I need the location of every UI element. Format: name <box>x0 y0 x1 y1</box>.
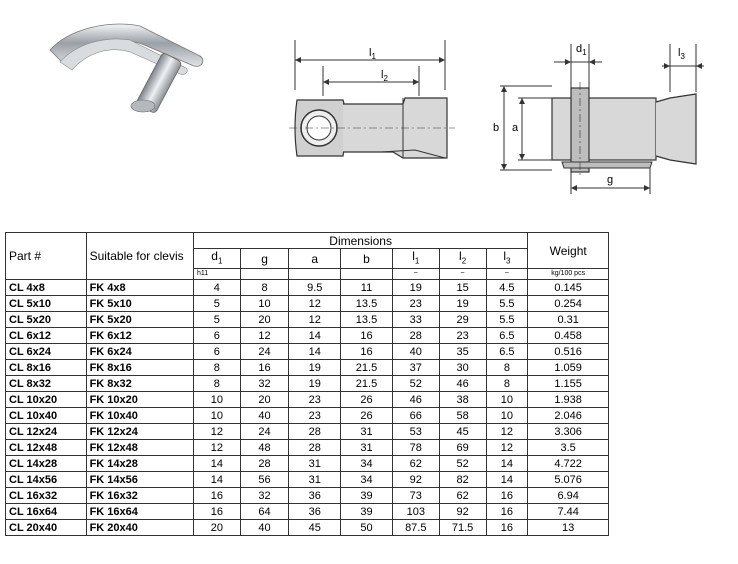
svg-text:a: a <box>512 122 519 134</box>
b-cell: 21.5 <box>341 376 393 392</box>
weight-cell: 3.5 <box>528 440 609 456</box>
l2-cell: 46 <box>439 376 486 392</box>
part-cell: CL 8x32 <box>6 376 87 392</box>
d1-cell: 16 <box>193 488 240 504</box>
d1-cell: 12 <box>193 440 240 456</box>
l2-cell: 62 <box>439 488 486 504</box>
d1-cell: 6 <box>193 328 240 344</box>
l3-cell: 6.5 <box>486 328 528 344</box>
part-cell: CL 14x28 <box>6 456 87 472</box>
a-cell: 19 <box>289 360 341 376</box>
l2-cell: 45 <box>439 424 486 440</box>
part-cell: CL 20x40 <box>6 520 87 536</box>
clevis-cell: FK 16x64 <box>86 504 193 520</box>
l3-cell: 16 <box>486 488 528 504</box>
l2-cell: 71.5 <box>439 520 486 536</box>
clevis-cell: FK 4x8 <box>86 280 193 296</box>
l1-cell: 40 <box>392 344 439 360</box>
l1-cell: 23 <box>392 296 439 312</box>
col-header-d1: $d_1$ <box>193 249 240 269</box>
g-cell: 28 <box>240 456 289 472</box>
table-row <box>6 296 609 312</box>
g-cell: 40 <box>240 520 289 536</box>
b-cell: 34 <box>341 472 393 488</box>
clevis-cell: FK 12x24 <box>86 424 193 440</box>
part-cell: CL 10x20 <box>6 392 87 408</box>
col-header-l2: $l_2$ <box>439 249 486 269</box>
clevis-cell: FK 10x40 <box>86 408 193 424</box>
col-header-weight: Weight <box>528 233 609 269</box>
g-cell: 20 <box>240 392 289 408</box>
d1-cell: 8 <box>193 360 240 376</box>
note-g <box>240 269 289 280</box>
weight-cell: 4.722 <box>528 456 609 472</box>
part-cell: CL 5x10 <box>6 296 87 312</box>
weight-unit: kg/100 pcs <box>528 269 609 280</box>
l3-cell: 6.5 <box>486 344 528 360</box>
d1-cell: 10 <box>193 408 240 424</box>
l1-cell: 53 <box>392 424 439 440</box>
d1-cell: 6 <box>193 344 240 360</box>
a-cell: 36 <box>289 504 341 520</box>
clevis-cell: FK 14x56 <box>86 472 193 488</box>
l3-cell: 10 <box>486 392 528 408</box>
l2-cell: 23 <box>439 328 486 344</box>
svg-text:b: b <box>493 122 500 134</box>
table-row <box>6 488 609 504</box>
weight-cell: 5.076 <box>528 472 609 488</box>
note-b <box>341 269 393 280</box>
l2-cell: 82 <box>439 472 486 488</box>
b-cell: 39 <box>341 504 393 520</box>
a-cell: 12 <box>289 296 341 312</box>
weight-cell: 0.458 <box>528 328 609 344</box>
g-cell: 24 <box>240 344 289 360</box>
col-header-l3: $l_3$ <box>486 249 528 269</box>
col-header-dimensions: Dimensions <box>193 233 527 249</box>
weight-cell: 0.516 <box>528 344 609 360</box>
svg-text:l3: $l_3$ <box>678 47 685 61</box>
a-cell: 9.5 <box>289 280 341 296</box>
a-cell: 23 <box>289 392 341 408</box>
table-row <box>6 392 609 408</box>
l1-cell: 87.5 <box>392 520 439 536</box>
note-l1: ~ <box>392 269 439 280</box>
col-header-l1: $l_1$ <box>392 249 439 269</box>
b-cell: 39 <box>341 488 393 504</box>
svg-text:l2: $l_2$ <box>381 69 388 83</box>
l3-cell: 10 <box>486 408 528 424</box>
part-cell: CL 5x20 <box>6 312 87 328</box>
weight-cell: 0.31 <box>528 312 609 328</box>
weight-cell: 13 <box>528 520 609 536</box>
l2-cell: 15 <box>439 280 486 296</box>
clevis-cell: FK 12x48 <box>86 440 193 456</box>
a-cell: 12 <box>289 312 341 328</box>
g-cell: 12 <box>240 328 289 344</box>
l3-cell: 14 <box>486 456 528 472</box>
b-cell: 21.5 <box>341 360 393 376</box>
l3-cell: 12 <box>486 440 528 456</box>
g-cell: 32 <box>240 488 289 504</box>
l2-cell: 38 <box>439 392 486 408</box>
part-cell: CL 10x40 <box>6 408 87 424</box>
d1-cell: 10 <box>193 392 240 408</box>
a-cell: 19 <box>289 376 341 392</box>
table-row <box>6 472 609 488</box>
a-cell: 45 <box>289 520 341 536</box>
weight-cell: 0.254 <box>528 296 609 312</box>
part-cell: CL 14x56 <box>6 472 87 488</box>
l1-cell: 52 <box>392 376 439 392</box>
d1-cell: 16 <box>193 504 240 520</box>
d1-cell: 14 <box>193 472 240 488</box>
l3-cell: 8 <box>486 360 528 376</box>
d1-cell: 5 <box>193 312 240 328</box>
a-cell: 14 <box>289 328 341 344</box>
part-cell: CL 4x8 <box>6 280 87 296</box>
part-cell: CL 12x48 <box>6 440 87 456</box>
b-cell: 26 <box>341 408 393 424</box>
l2-cell: 52 <box>439 456 486 472</box>
table-row <box>6 344 609 360</box>
l1-cell: 37 <box>392 360 439 376</box>
g-cell: 48 <box>240 440 289 456</box>
b-cell: 34 <box>341 456 393 472</box>
d1-cell: 14 <box>193 456 240 472</box>
l2-cell: 30 <box>439 360 486 376</box>
l1-cell: 62 <box>392 456 439 472</box>
b-cell: 16 <box>341 344 393 360</box>
l1-cell: 28 <box>392 328 439 344</box>
col-header-b: b <box>341 249 393 269</box>
l1-cell: 66 <box>392 408 439 424</box>
b-cell: 11 <box>341 280 393 296</box>
weight-cell: 7.44 <box>528 504 609 520</box>
clevis-cell: FK 6x24 <box>86 344 193 360</box>
g-cell: 64 <box>240 504 289 520</box>
weight-cell: 0.145 <box>528 280 609 296</box>
clevis-pin-photo <box>30 18 220 118</box>
svg-text:g: g <box>607 174 614 186</box>
dimensions-table <box>5 232 609 536</box>
clevis-cell: FK 5x10 <box>86 296 193 312</box>
g-cell: 40 <box>240 408 289 424</box>
table-row <box>6 360 609 376</box>
clevis-cell: FK 10x20 <box>86 392 193 408</box>
weight-cell: 3.306 <box>528 424 609 440</box>
b-cell: 26 <box>341 392 393 408</box>
table-row <box>6 408 609 424</box>
note-l2: ~ <box>439 269 486 280</box>
g-cell: 20 <box>240 312 289 328</box>
l2-cell: 92 <box>439 504 486 520</box>
part-cell: CL 16x32 <box>6 488 87 504</box>
note-l3: ~ <box>486 269 528 280</box>
l3-cell: 16 <box>486 520 528 536</box>
d1-cell: 5 <box>193 296 240 312</box>
l2-cell: 69 <box>439 440 486 456</box>
l2-cell: 35 <box>439 344 486 360</box>
table-row <box>6 504 609 520</box>
note-d1: h11 <box>193 269 240 280</box>
a-cell: 31 <box>289 472 341 488</box>
table-row <box>6 424 609 440</box>
col-header-suitable: Suitable for clevis <box>86 233 193 280</box>
b-cell: 31 <box>341 424 393 440</box>
d1-cell: 20 <box>193 520 240 536</box>
g-cell: 56 <box>240 472 289 488</box>
svg-text:d1: $d_1$ <box>576 43 587 57</box>
side-view-drawing <box>285 38 465 188</box>
g-cell: 32 <box>240 376 289 392</box>
weight-cell: 1.059 <box>528 360 609 376</box>
table-row <box>6 440 609 456</box>
clevis-cell: FK 5x20 <box>86 312 193 328</box>
b-cell: 16 <box>341 328 393 344</box>
g-cell: 16 <box>240 360 289 376</box>
l1-cell: 46 <box>392 392 439 408</box>
a-cell: 31 <box>289 456 341 472</box>
clevis-cell: FK 14x28 <box>86 456 193 472</box>
table-row <box>6 280 609 296</box>
part-cell: CL 6x12 <box>6 328 87 344</box>
l3-cell: 16 <box>486 504 528 520</box>
front-view-drawing <box>492 38 707 203</box>
g-cell: 24 <box>240 424 289 440</box>
part-cell: CL 6x24 <box>6 344 87 360</box>
l1-cell: 33 <box>392 312 439 328</box>
clevis-cell: FK 8x32 <box>86 376 193 392</box>
b-cell: 13.5 <box>341 312 393 328</box>
a-cell: 36 <box>289 488 341 504</box>
g-cell: 8 <box>240 280 289 296</box>
table-row <box>6 456 609 472</box>
clevis-cell: FK 16x32 <box>86 488 193 504</box>
part-cell: CL 8x16 <box>6 360 87 376</box>
d1-cell: 4 <box>193 280 240 296</box>
weight-cell: 1.155 <box>528 376 609 392</box>
a-cell: 28 <box>289 424 341 440</box>
g-cell: 10 <box>240 296 289 312</box>
part-cell: CL 12x24 <box>6 424 87 440</box>
l3-cell: 12 <box>486 424 528 440</box>
l1-cell: 103 <box>392 504 439 520</box>
a-cell: 28 <box>289 440 341 456</box>
weight-cell: 2.046 <box>528 408 609 424</box>
l1-cell: 73 <box>392 488 439 504</box>
l2-cell: 19 <box>439 296 486 312</box>
l1-cell: 92 <box>392 472 439 488</box>
part-cell: CL 16x64 <box>6 504 87 520</box>
table-body <box>6 280 609 536</box>
a-cell: 14 <box>289 344 341 360</box>
d1-cell: 12 <box>193 424 240 440</box>
l2-cell: 29 <box>439 312 486 328</box>
clevis-cell: FK 20x40 <box>86 520 193 536</box>
table-row <box>6 328 609 344</box>
svg-text:l1: $l_1$ <box>369 47 376 61</box>
col-header-g: g <box>240 249 289 269</box>
l3-cell: 14 <box>486 472 528 488</box>
clevis-cell: FK 6x12 <box>86 328 193 344</box>
l3-cell: 4.5 <box>486 280 528 296</box>
col-header-a: a <box>289 249 341 269</box>
b-cell: 13.5 <box>341 296 393 312</box>
note-a <box>289 269 341 280</box>
weight-cell: 1.938 <box>528 392 609 408</box>
table-row <box>6 520 609 536</box>
weight-cell: 6.94 <box>528 488 609 504</box>
col-header-part: Part # <box>6 233 87 280</box>
table-row <box>6 312 609 328</box>
l2-cell: 58 <box>439 408 486 424</box>
d1-cell: 8 <box>193 376 240 392</box>
l3-cell: 5.5 <box>486 312 528 328</box>
b-cell: 31 <box>341 440 393 456</box>
table-row <box>6 376 609 392</box>
a-cell: 23 <box>289 408 341 424</box>
l1-cell: 78 <box>392 440 439 456</box>
table-header-row <box>6 233 609 249</box>
b-cell: 50 <box>341 520 393 536</box>
clevis-cell: FK 8x16 <box>86 360 193 376</box>
l3-cell: 5.5 <box>486 296 528 312</box>
l3-cell: 8 <box>486 376 528 392</box>
l1-cell: 19 <box>392 280 439 296</box>
